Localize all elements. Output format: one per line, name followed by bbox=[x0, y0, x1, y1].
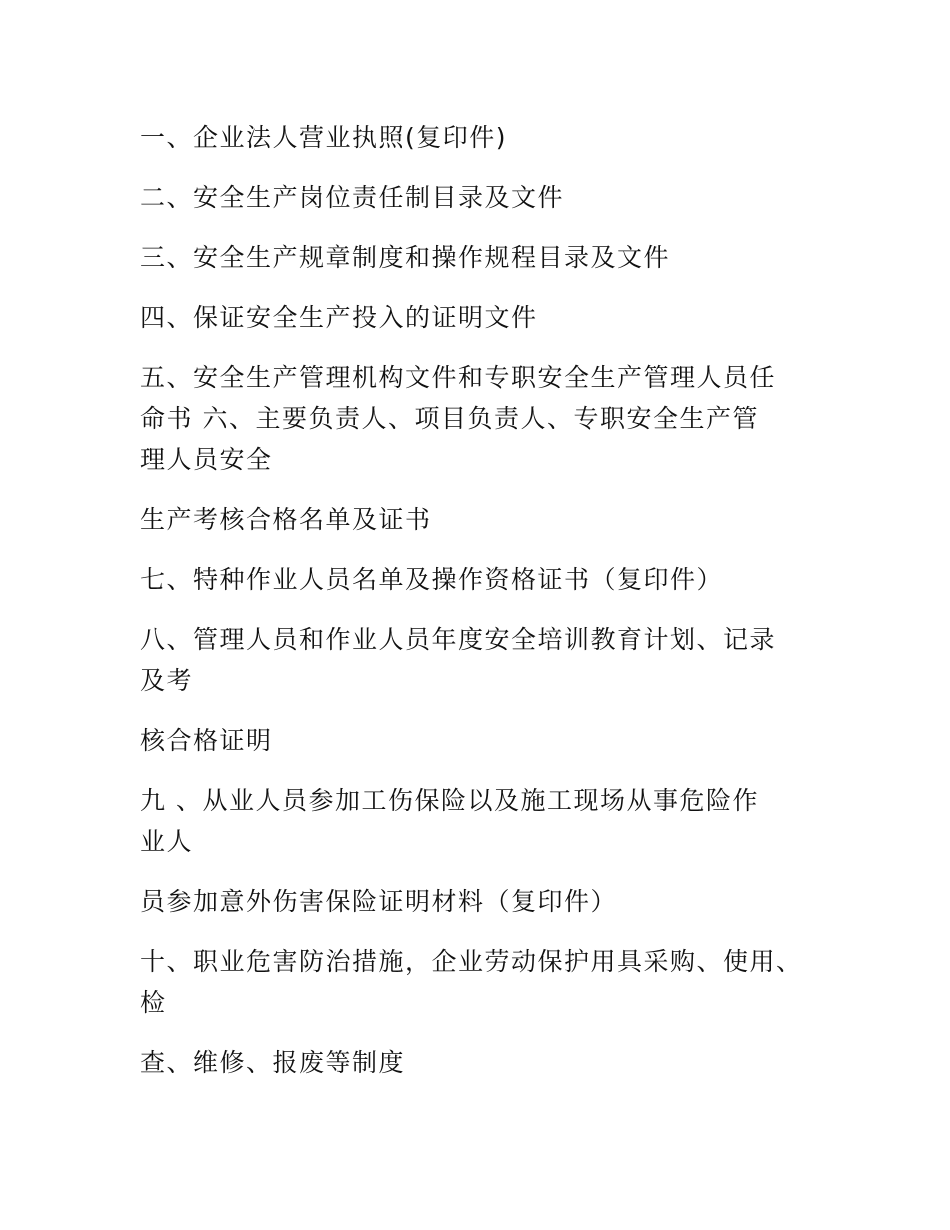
list-item: 检 bbox=[140, 988, 167, 1017]
list-item: 七、特种作业人员名单及操作资格证书（复印件） bbox=[140, 565, 724, 594]
list-item: 及考 bbox=[140, 666, 194, 695]
list-item: 核合格证明 bbox=[140, 726, 273, 755]
list-item: 查、维修、报废等制度 bbox=[140, 1048, 406, 1077]
list-item: 理人员安全 bbox=[140, 445, 273, 474]
list-item: 三、安全生产规章制度和操作规程目录及文件 bbox=[140, 243, 671, 272]
list-item: 五、安全生产管理机构文件和专职安全生产管理人员任 bbox=[140, 363, 777, 392]
list-item: 二、安全生产岗位责任制目录及文件 bbox=[140, 183, 565, 212]
list-item: 员参加意外伤害保险证明材料（复印件） bbox=[140, 887, 618, 916]
list-item: 九 、从业人员参加工伤保险以及施工现场从事危险作 bbox=[140, 786, 759, 815]
list-item: 十、职业危害防治措施，企业劳动保护用具采购、使用、 bbox=[140, 947, 803, 976]
list-item: 业人 bbox=[140, 827, 194, 856]
list-item: 八、管理人员和作业人员年度安全培训教育计划、记录 bbox=[140, 625, 777, 654]
list-item: 四、保证安全生产投入的证明文件 bbox=[140, 303, 538, 332]
list-item: 一、企业法人营业执照(复印件) bbox=[140, 123, 508, 152]
list-item: 命书 六、主要负责人、项目负责人、专职安全生产管 bbox=[140, 404, 759, 433]
list-item: 生产考核合格名单及证书 bbox=[140, 505, 432, 534]
